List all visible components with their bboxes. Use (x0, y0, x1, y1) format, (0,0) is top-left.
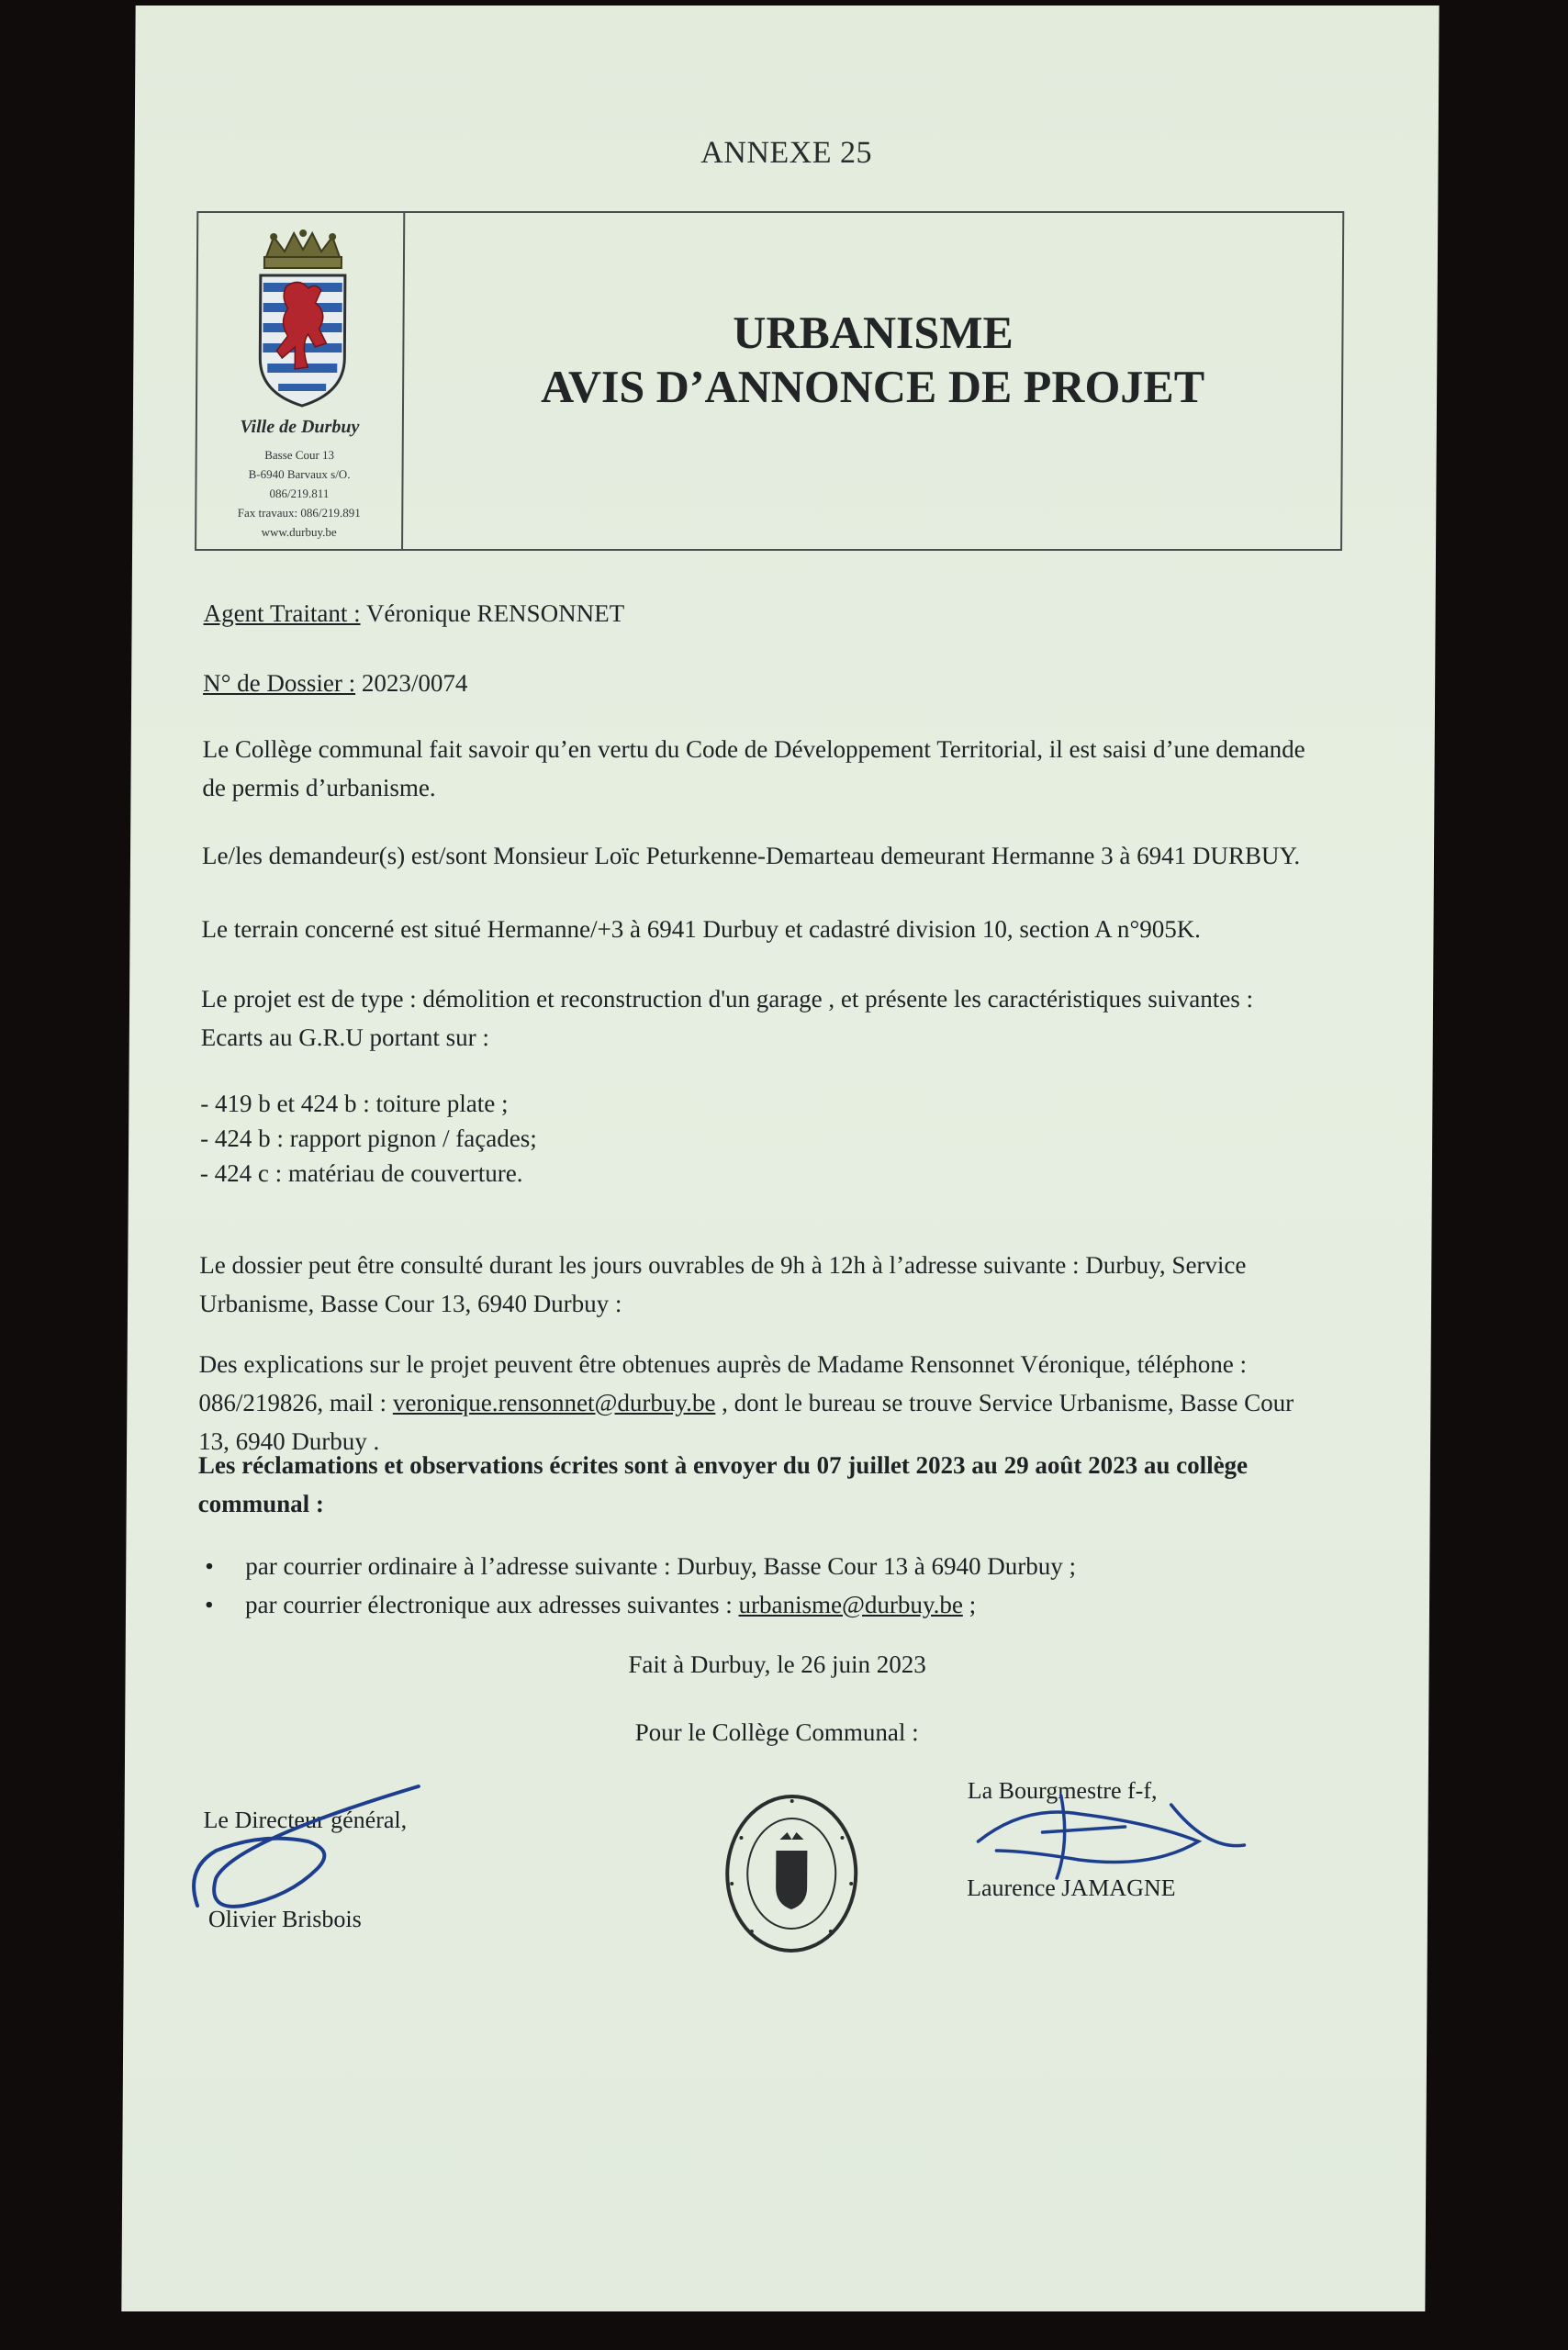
agent-value: Véronique RENSONNET (360, 599, 625, 627)
ecarts-heading: Ecarts au G.R.U portant sur : (200, 1024, 490, 1051)
consult-paragraph: Le dossier peut être consulté durant les jours ouvrables de 9h à 12h à l’adresse suivante : Durbuy, Service Urbanisme, Basse Cour 13, 6940 Durbuy : (198, 1251, 1247, 1317)
for-college-line: Pour le Collège Communal : (634, 1718, 919, 1746)
project-type-line: Le projet est de type : démolition et reconstruction d'un garage , et présente les caractéristiques suivantes : (200, 985, 1254, 1013)
notice-title-block (403, 213, 1342, 549)
ecart-item: - 424 b : rapport pignon / façades; (200, 1125, 537, 1152)
city-logo-cell (196, 213, 405, 549)
intro-paragraph: Le Collège communal fait savoir qu’en vertu du Code de Développement Territorial, il est saisi d’une demande de permis d’urbanisme. (202, 735, 1305, 801)
city-address-line: B-6940 Barvaux s/O. (248, 467, 351, 481)
city-website-line: www.durbuy.be (261, 525, 337, 539)
commune-seal-icon (722, 1792, 861, 1955)
durbuy-crest-icon (254, 229, 351, 409)
right-signatory-title: La Bourgmestre f-f, (967, 1777, 1158, 1804)
dossier-value: 2023/0074 (355, 669, 468, 697)
annexe-label: ANNEXE 25 (700, 136, 873, 170)
explanations-text: Des explications sur le projet peuvent être obtenues auprès de Madame Rensonnet Véronique, téléphone : 086/219826, mail : (198, 1350, 1248, 1416)
ecart-item: - 419 b et 424 b : toiture plate ; (200, 1090, 509, 1117)
city-address-line: Basse Cour 13 (264, 448, 335, 462)
left-signatory-title: Le Directeur général, (203, 1807, 408, 1833)
dossier-label: N° de Dossier : (203, 669, 356, 697)
ecart-item: - 424 c : matériau de couverture. (199, 1159, 523, 1187)
agent-email-link[interactable]: veronique.rensonnet@durbuy.be (392, 1388, 716, 1416)
submission-email-text: par courrier électronique aux adresses suivantes : (244, 1590, 739, 1618)
header-box (195, 211, 1344, 551)
title-avis: AVIS D’ANNONCE DE PROJET (541, 361, 1205, 412)
reclamations-paragraph: Les réclamations et observations écrites sont à envoyer du 07 juillet 2023 au 29 août 2023 au collège communal : (197, 1451, 1249, 1517)
urbanisme-email-link[interactable]: urbanisme@durbuy.be (738, 1590, 963, 1618)
city-phone-line: 086/219.811 (269, 487, 330, 500)
notice-sheet (121, 6, 1439, 2311)
right-signatory-name: Laurence JAMAGNE (967, 1874, 1176, 1901)
left-signatory-name: Olivier Brisbois (207, 1906, 362, 1932)
submission-email-end: ; (962, 1590, 977, 1618)
submission-post: • par courrier ordinaire à l’adresse suivante : Durbuy, Basse Cour 13 à 6940 Durbuy ; (245, 1548, 1255, 1586)
dossier-line (203, 665, 1332, 703)
title-urbanisme: URBANISME (733, 307, 1014, 358)
terrain-paragraph: Le terrain concerné est situé Hermanne/+3 à 6941 Durbuy et cadastré division 10, section A n°905K. (201, 915, 1202, 943)
explanations-paragraph (198, 1346, 1328, 1461)
city-fax-line: Fax travaux: 086/219.891 (237, 506, 361, 520)
agent-line (203, 595, 1332, 633)
submission-methods-list (245, 1548, 1256, 1625)
director-signature-icon (179, 1768, 437, 1924)
agent-label: Agent Traitant : (203, 599, 361, 627)
mayor-signature-icon (969, 1786, 1263, 1887)
place-date-line: Fait à Durbuy, le 26 juin 2023 (628, 1651, 926, 1678)
city-name: Ville de Durbuy (240, 417, 360, 437)
explanations-text-end: , dont le bureau se trouve Service Urbanisme, Basse Cour 13, 6940 Durbuy . (198, 1388, 1294, 1455)
submission-email (245, 1586, 1255, 1625)
applicant-paragraph: Le/les demandeur(s) est/sont Monsieur Loïc Peturkenne-Demarteau demeurant Hermanne 3 à 6941 DURBUY. (201, 842, 1301, 869)
